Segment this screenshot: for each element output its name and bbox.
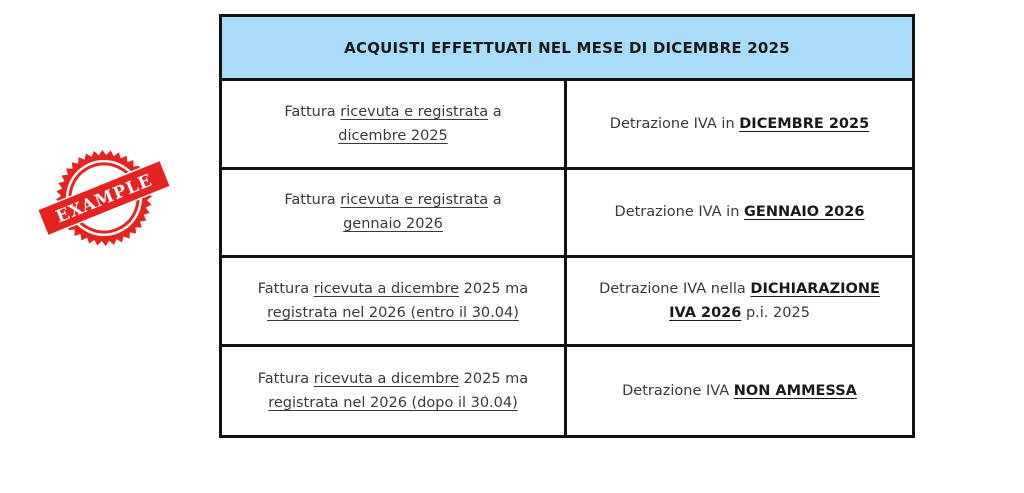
example-stamp [30, 148, 178, 248]
example-stamp-graphic [30, 148, 178, 248]
stamp-label: EXAMPLE [53, 170, 156, 228]
cell-text: a [488, 103, 502, 120]
table-row-4-right [567, 347, 912, 436]
vat-deduction-table [219, 14, 915, 438]
cell-underlined-text: ricevuta e registrata [340, 192, 489, 209]
cell-bold-text: DICHIARAZIONE [750, 280, 880, 297]
cell-text: Detrazione IVA in [609, 115, 740, 132]
cell-bold-text: NON AMMESSA [733, 382, 857, 399]
table-header: ACQUISTI EFFETTUATI NEL MESE DI DICEMBRE 2025 [222, 17, 912, 81]
table-row-1-left [222, 81, 567, 170]
cell-text: Fattura [257, 280, 314, 297]
cell-text: Detrazione IVA in [614, 204, 745, 221]
cell-underlined-text: ricevuta a dicembre [313, 280, 460, 297]
cell-underlined-text: registrata nel 2026 (dopo il 30.04) [268, 394, 518, 411]
table-row-3-right [567, 258, 912, 347]
cell-text: a [488, 192, 502, 209]
cell-text: 2025 ma [459, 370, 529, 387]
cell-text: Fattura [284, 192, 341, 209]
cell-text: p.i. 2025 [741, 304, 810, 321]
cell-bold-text: GENNAIO 2026 [744, 204, 865, 221]
table-row-2-left [222, 170, 567, 259]
cell-text: Detrazione IVA [622, 382, 734, 399]
cell-underlined-text: registrata nel 2026 (entro il 30.04) [267, 304, 519, 321]
cell-bold-text: IVA 2026 [669, 304, 742, 321]
table-row-1-right [567, 81, 912, 170]
cell-bold-text: DICEMBRE 2025 [739, 115, 870, 132]
cell-text: Fattura [284, 103, 341, 120]
cell-underlined-text: gennaio 2026 [343, 216, 443, 233]
table-row-2-right [567, 170, 912, 259]
cell-underlined-text: dicembre 2025 [338, 127, 448, 144]
cell-text: 2025 ma [459, 280, 529, 297]
table-row-3-left [222, 258, 567, 347]
cell-underlined-text: ricevuta e registrata [340, 103, 489, 120]
cell-text: Fattura [257, 370, 314, 387]
table-row-4-left [222, 347, 567, 436]
cell-text: Detrazione IVA nella [599, 280, 751, 297]
cell-underlined-text: ricevuta a dicembre [313, 370, 460, 387]
